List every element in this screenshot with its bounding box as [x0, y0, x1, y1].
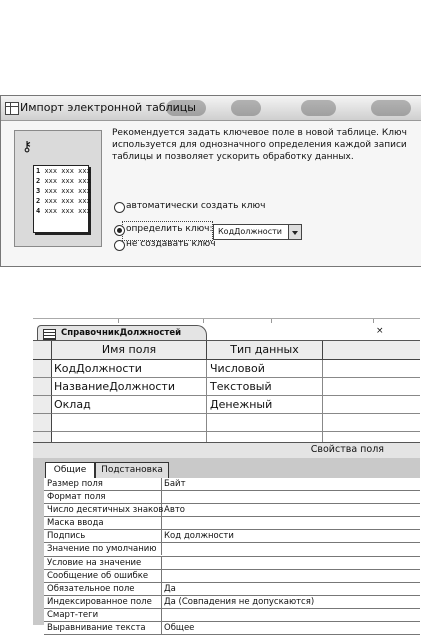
key-field-combobox[interactable]	[213, 224, 302, 240]
property-row[interactable]	[44, 491, 420, 504]
preview-row-number: 3	[36, 187, 41, 195]
property-row[interactable]	[44, 557, 420, 570]
property-value[interactable]: Код должности	[164, 531, 234, 542]
close-icon[interactable]: ×	[376, 326, 384, 336]
column-header-field-name[interactable]: Имя поля	[52, 341, 207, 360]
radio-no-key[interactable]	[114, 240, 125, 251]
key-icon: ⚷	[22, 139, 33, 155]
preview-row	[34, 186, 91, 196]
property-panel-margin	[33, 478, 44, 625]
preview-row-text: xxx xxx xxx	[44, 207, 91, 215]
property-name: Маска ввода	[44, 517, 162, 529]
radio-define-key-label[interactable]: определить ключ:	[126, 224, 213, 234]
preview-row-text: xxx xxx xxx	[44, 167, 91, 175]
field-properties-label: Свойства поля	[310, 444, 384, 455]
radio-auto-key-label[interactable]: автоматически создать ключ	[126, 201, 266, 211]
property-row[interactable]	[44, 478, 420, 491]
dialog-body	[1, 121, 421, 266]
data-type-cell[interactable]: Числовой	[207, 360, 323, 378]
property-value[interactable]: Авто	[164, 505, 185, 516]
table-icon	[5, 102, 19, 115]
property-row[interactable]	[44, 530, 420, 543]
description-cell[interactable]	[323, 360, 420, 378]
field-name-cell[interactable]: КодДолжности	[52, 360, 207, 378]
row-selector[interactable]	[33, 378, 52, 396]
property-name: Размер поля	[44, 478, 162, 490]
property-row[interactable]	[44, 609, 420, 622]
property-value[interactable]: Общее	[164, 623, 195, 634]
preview-row-text: xxx xxx xxx	[44, 177, 91, 185]
table-designer	[33, 318, 420, 634]
preview-row-text: xxx xxx xxx	[44, 187, 91, 195]
property-value[interactable]: Да (Совпадения не допускаются)	[164, 596, 315, 607]
property-row[interactable]	[44, 622, 420, 635]
field-name-cell[interactable]	[52, 414, 207, 432]
property-row[interactable]	[44, 570, 420, 583]
description-cell[interactable]	[323, 378, 420, 396]
preview-row-number: 2	[36, 177, 41, 185]
import-dialog	[0, 95, 421, 267]
field-properties-table	[44, 478, 420, 635]
field-properties-caption	[33, 442, 420, 459]
chevron-down-icon[interactable]	[288, 225, 301, 239]
preview-row	[34, 196, 91, 206]
property-row[interactable]	[44, 504, 420, 517]
tab-lookup[interactable]: Подстановка	[95, 462, 169, 478]
property-name: Формат поля	[44, 491, 162, 503]
preview-row-number: 4	[36, 207, 41, 215]
radio-define-key[interactable]	[114, 225, 125, 236]
property-name: Обязательное поле	[44, 583, 162, 595]
key-field-value: КодДолжности	[218, 227, 282, 236]
row-selector[interactable]	[33, 414, 52, 432]
preview-row	[34, 206, 91, 216]
property-row[interactable]	[44, 583, 420, 596]
preview-row-text: xxx xxx xxx	[44, 197, 91, 205]
document-tab-strip	[33, 318, 420, 340]
preview-row	[34, 176, 91, 186]
row-selector[interactable]	[33, 396, 52, 414]
key-illustration	[14, 130, 102, 247]
blurred-titlebar-decoration	[231, 100, 261, 116]
property-row[interactable]	[44, 543, 420, 556]
radio-no-key-label[interactable]: не создавать ключ	[126, 239, 216, 249]
property-row[interactable]	[44, 517, 420, 530]
field-name-cell[interactable]: НазваниеДолжности	[52, 378, 207, 396]
grid-corner	[33, 341, 52, 360]
blurred-titlebar-decoration	[301, 100, 336, 116]
table-icon	[43, 329, 56, 340]
data-type-cell[interactable]: Текстовый	[207, 378, 323, 396]
property-name: Индексированное поле	[44, 596, 162, 608]
document-tab-label: СправочникДолжностей	[61, 328, 182, 338]
property-name: Сообщение об ошибке	[44, 570, 162, 582]
row-selector[interactable]	[33, 360, 52, 378]
instruction-text: Рекомендуется задать ключевое поле в новой таблице. Ключ используется для однозначного определения каждой записи таблицы и позволяет ускорить обработку данных.	[112, 128, 407, 162]
property-name: Условие на значение	[44, 557, 162, 569]
preview-table	[33, 165, 89, 233]
property-value[interactable]: Байт	[164, 479, 186, 489]
preview-row-number: 1	[36, 167, 41, 175]
dialog-title: Импорт электронной таблицы	[20, 101, 196, 114]
property-name: Смарт-теги	[44, 609, 162, 621]
field-name-cell[interactable]: Оклад	[52, 396, 207, 414]
blurred-titlebar-decoration	[166, 100, 206, 116]
description-cell[interactable]	[323, 414, 420, 432]
property-value[interactable]: Да	[164, 583, 176, 594]
radio-auto-key[interactable]	[114, 202, 125, 213]
data-type-cell[interactable]	[207, 414, 323, 432]
property-tabs	[33, 458, 420, 478]
column-header-description[interactable]	[323, 341, 420, 360]
property-name: Число десятичных знаков	[44, 504, 162, 516]
preview-row	[34, 166, 91, 176]
dialog-title-bar[interactable]	[1, 96, 421, 121]
property-name: Выравнивание текста	[44, 622, 162, 634]
property-row[interactable]	[44, 596, 420, 609]
tab-general[interactable]: Общие	[45, 462, 95, 479]
preview-row-number: 2	[36, 197, 41, 205]
property-name: Подпись	[44, 530, 162, 542]
data-type-cell[interactable]: Денежный	[207, 396, 323, 414]
column-header-data-type[interactable]: Тип данных	[207, 341, 323, 360]
property-name: Значение по умолчанию	[44, 543, 162, 555]
blurred-titlebar-decoration	[371, 100, 411, 116]
description-cell[interactable]	[323, 396, 420, 414]
